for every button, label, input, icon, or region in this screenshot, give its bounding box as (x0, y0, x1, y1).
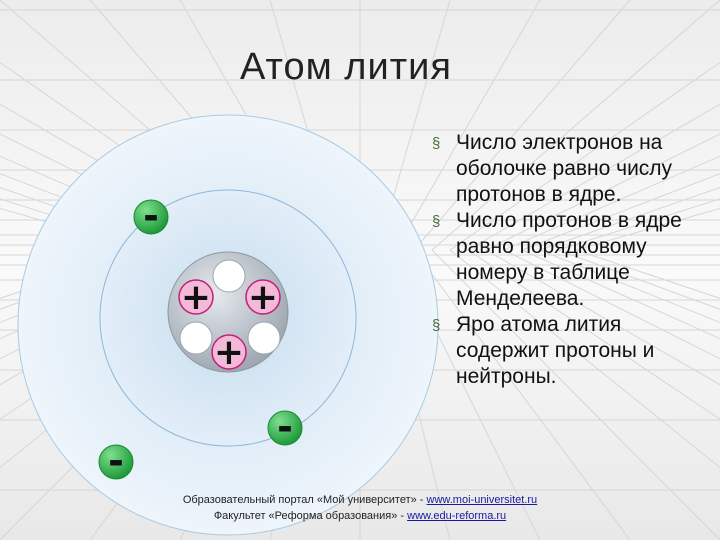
electron-sign: - (143, 194, 159, 238)
bullet-item (430, 130, 720, 208)
bullet-text: Яро атома лития содержит протоны и нейтроны. (456, 313, 655, 388)
footer-line-1 (0, 492, 720, 508)
footer-line-2 (0, 508, 720, 524)
bullet-marker: § (432, 135, 441, 152)
proton-sign: + (180, 277, 212, 318)
footer-link-edu-reforma[interactable]: www.edu-reforma.ru (407, 510, 507, 522)
neutron (248, 322, 280, 354)
neutron (180, 322, 212, 354)
footer-faculty-label: Факультет «Реформа образования» - (213, 510, 408, 522)
bullet-text: Число протонов в ядре равно порядковому номеру в таблице Менделеева. (456, 209, 682, 310)
proton-sign: + (247, 277, 279, 318)
slide-title: Атом лития (240, 46, 452, 88)
bullet-list (430, 130, 720, 390)
bullet-item (430, 312, 720, 390)
proton-sign: + (213, 332, 245, 373)
bullet-item (430, 208, 720, 312)
footer-portal-label: Образовательный портал «Мой университет» - (182, 494, 427, 506)
electron-sign: - (108, 439, 124, 483)
footer-link-moi-universitet[interactable]: www.moi-universitet.ru (426, 494, 538, 506)
neutron (213, 260, 245, 292)
bullet-marker: § (432, 213, 441, 230)
bullet-marker: § (432, 317, 441, 334)
bullet-text: Число электронов на оболочке равно числу протонов в ядре. (456, 131, 673, 206)
electron-sign: - (277, 405, 293, 449)
footer (0, 492, 720, 524)
